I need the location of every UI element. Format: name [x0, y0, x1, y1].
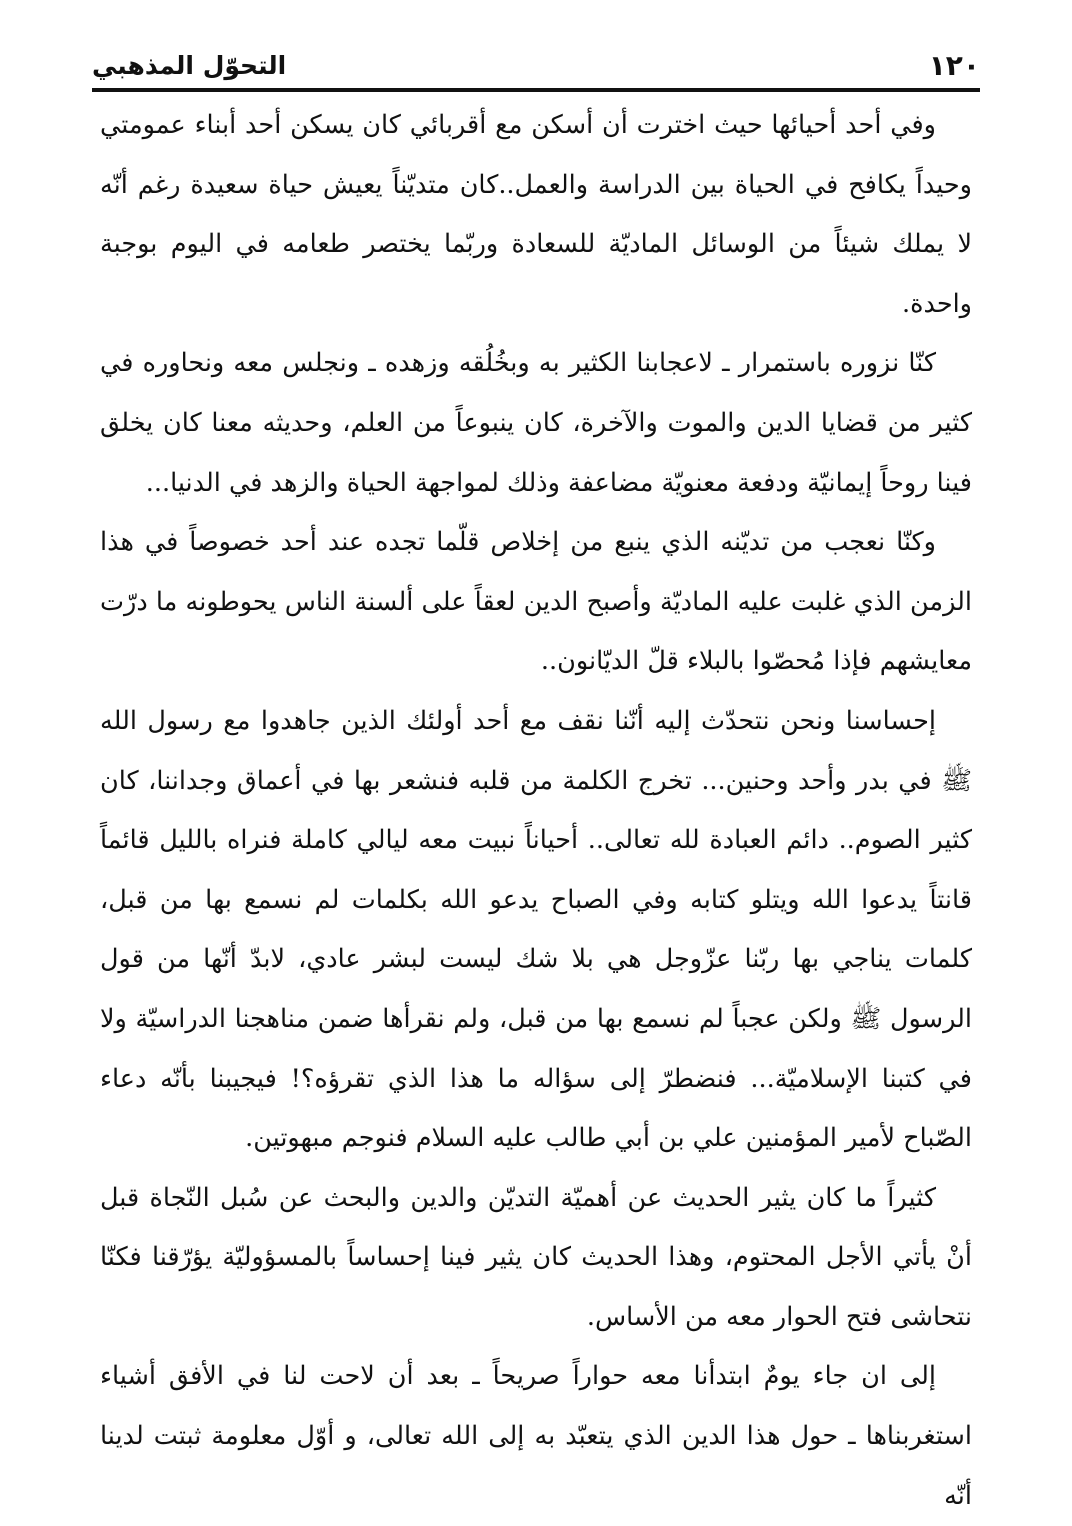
paragraph-2: كنّا نزوره باستمرار ـ لاعجابنا الكثير به وبخُلُقه وزهده ـ ونجلس معه ونحاوره في كثير من قضايا الدين والموت والآخرة، كان ينبوعاً من العلم، وحديثه معنا كان يخلق فينا روحاً إيمانيّة ودفعة معنويّة مضاعفة وذلك لمواجهة الحياة والزهد في الدنيا...: [100, 348, 972, 498]
paragraph-3: وكنّا نعجب من تديّنه الذي ينبع من إخلاص قلّما تجده عند أحد خصوصاً في هذا الزمن الذي غلبت عليه الماديّة وأصبح الدين لعقاً على ألسنة الناس يحوطونه ما درّت معايشهم فإذا مُحصّوا بالبلاء قلّ الديّانون..: [100, 527, 972, 677]
paragraph-6: إلى ان جاء يومٌ ابتدأنا معه حواراً صريحاً ـ بعد أن لاحت لنا في الأفق أشياء استغربناها ـ حول هذا الدين الذي يتعبّد به إلى الله تعالى، و أوّل معلومة ثبتت لدينا أنّه: [100, 1361, 972, 1511]
page-number: ١٢٠: [928, 49, 980, 82]
body-text: [100, 96, 972, 1526]
paragraph-5: كثيراً ما كان يثير الحديث عن أهميّة التديّن والدين والبحث عن سُبل النّجاة قبل أنْ يأتي الأجل المحتوم، وهذا الحديث كان يثير فينا إحساساً بالمسؤوليّة يؤرّقنا فكنّا نتحاشى فتح الحوار معه من الأساس.: [100, 1182, 972, 1332]
paragraph-4: إحساسنا ونحن نتحدّث إليه أنّنا نقف مع أحد أولئك الذين جاهدوا مع رسول الله ﷺ في بدر وأحد وحنين... تخرج الكلمة من قلبه فنشعر بها في أعماق وجداننا، كان كثير الصوم.. دائم العبادة لله تعالى.. أحياناً نبيت معه ليالي كاملة فنراه بالليل قائماً قانتاً يدعوا الله ويتلو كتابه وفي الصباح يدعو الله بكلمات لم نسمع بها من قبل، كلمات يناجي بها ربّنا عزّوجل هي بلا شك ليست لبشر عادي، لابدّ أنّها من قول الرسول ﷺ ولكن عجباً لم نسمع بها من قبل، ولم نقرأها ضمن مناهجنا الدراسيّة ولا في كتبنا الإسلاميّة... فنضطرّ إلى سؤاله ما هذا الذي تقرؤه؟! فيجيبنا بأنّه دعاء الصّباح لأمير المؤمنين علي بن أبي طالب عليه السلام فنوجم مبهوتين.: [100, 705, 972, 1154]
paragraph-1: وفي أحد أحيائها حيث اخترت أن أسكن مع أقربائي كان يسكن أحد أبناء عمومتي وحيداً يكافح في الحياة بين الدراسة والعمل..كان متديّناً يعيش حياة سعيدة رغم أنّه لا يملك شيئاً من الوسائل الماديّة للسعادة وربّما يختصر طعامه في اليوم بوجبة واحدة.: [100, 110, 972, 319]
page-header: [92, 30, 980, 92]
running-title: التحوّل المذهبي: [92, 51, 287, 80]
